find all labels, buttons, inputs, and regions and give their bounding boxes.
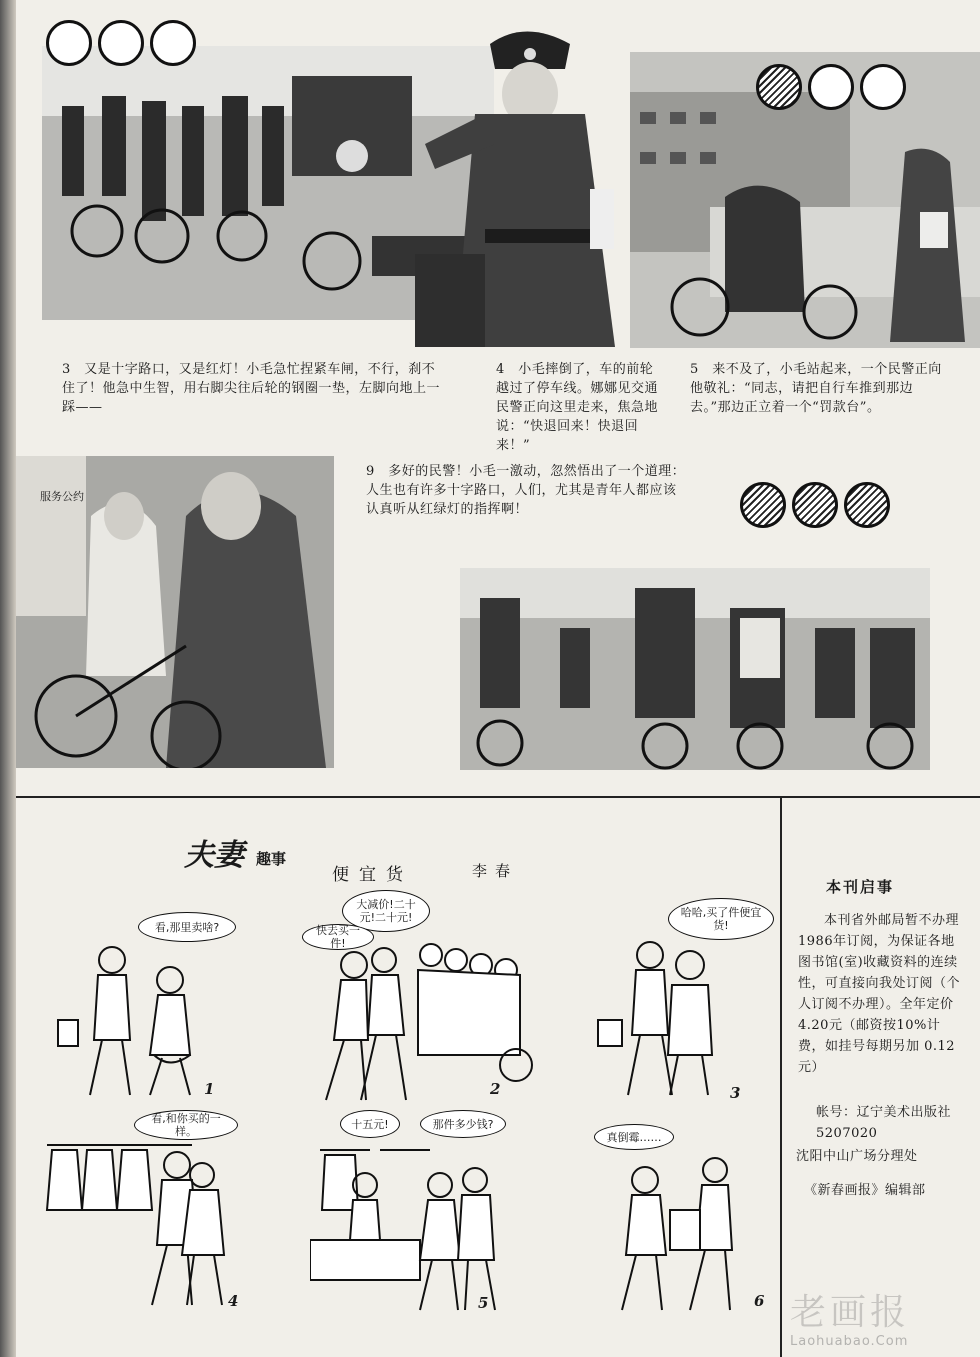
- caption-3: 3 又是十字路口，又是红灯！小毛急忙捏紧车闸，不行，刹不住了！他急中生智，用右脚尖往后轮的钢圈一垫，左脚向地上一踩——: [62, 362, 441, 415]
- frame-number-5: 5: [478, 1294, 489, 1312]
- speech-bubble-2b: 快去买一件!: [302, 924, 374, 950]
- notice-divider: [780, 797, 782, 1357]
- traffic-light-icon-top-right: [756, 64, 906, 110]
- notice-board-sign: [40, 488, 84, 504]
- frame-number-6: 6: [754, 1292, 765, 1310]
- speech-bubble-5b: 那件多少钱?: [420, 1110, 506, 1138]
- comic-frame-3: [590, 925, 770, 1100]
- comic-title: 便宜货: [332, 865, 413, 885]
- watermark-logo: 老画报: [790, 1292, 911, 1333]
- photo-traffic-police: [415, 14, 630, 347]
- speech-bubble-5a: 十五元!: [340, 1110, 400, 1138]
- notice-title: 本刊启事: [826, 878, 895, 896]
- frame-number-4: 4: [228, 1292, 239, 1310]
- traffic-light-icon-middle: [740, 482, 890, 528]
- comic-frame-4: [42, 1130, 252, 1310]
- comic-title-suffix: 趣事: [256, 850, 287, 868]
- caption-5: 5 来不及了，小毛站起来，一个民警正向他敬礼：“同志，请把自行车推到那边去。”那边正立着一个“罚款台”。: [690, 362, 942, 415]
- notice-body: 本刊省外邮局暂不办理1986年订阅，为保证各地图书馆(室)收藏资料的连续性，可直接向我处订阅（个人订阅不办理）。全年定价 4.20元（邮资按10%计费，如挂号每期另加 0.12元）: [798, 913, 961, 1075]
- section-divider: [16, 796, 980, 798]
- comic-author: 李春: [472, 862, 519, 880]
- caption-9: 9 多好的民警！小毛一激动，忽然悟出了一个道理：人生也有许多十字路口，人们，尤其是青年人都应该认真听从红绿灯的指挥啊！: [366, 464, 686, 517]
- comic-frame-6: [610, 1140, 770, 1315]
- comic-title-prefix: 夫妻: [184, 838, 244, 873]
- speech-bubble-6: 真倒霉……: [594, 1124, 674, 1150]
- frame-number-2: 2: [490, 1080, 501, 1098]
- comic-frame-1: [50, 930, 240, 1100]
- caption-4: 4 小毛摔倒了，车的前轮越过了停车线。娜娜见交通民警正向这里走来，焦急地说：“快退回来！快退回来！”: [496, 362, 659, 453]
- frame-number-3: 3: [730, 1084, 741, 1102]
- speech-bubble-4: 看,和你买的一样。: [134, 1110, 238, 1140]
- frame-number-1: 1: [204, 1080, 215, 1098]
- notice-editor: 《新春画报》编辑部: [804, 1183, 926, 1198]
- page-gutter: [0, 0, 16, 1357]
- speech-bubble-2a: 大减价!二十元!二十元!: [342, 890, 430, 932]
- notice-branch: 沈阳中山广场分理处: [796, 1149, 918, 1164]
- speech-bubble-3: 哈哈,买了件便宜货!: [668, 898, 774, 940]
- speech-bubble-1: 看,那里卖啥?: [138, 912, 236, 942]
- comic-frame-5: [310, 1140, 530, 1315]
- notice-account: 帐号：辽宁美术出版社 5207020: [816, 1105, 952, 1141]
- watermark-url: Laohuabao.Com: [790, 1334, 909, 1349]
- notice-board-text: 服务公约: [40, 490, 84, 503]
- traffic-light-icon-top-left: [46, 20, 196, 66]
- photo-cyclists-group: [460, 568, 930, 770]
